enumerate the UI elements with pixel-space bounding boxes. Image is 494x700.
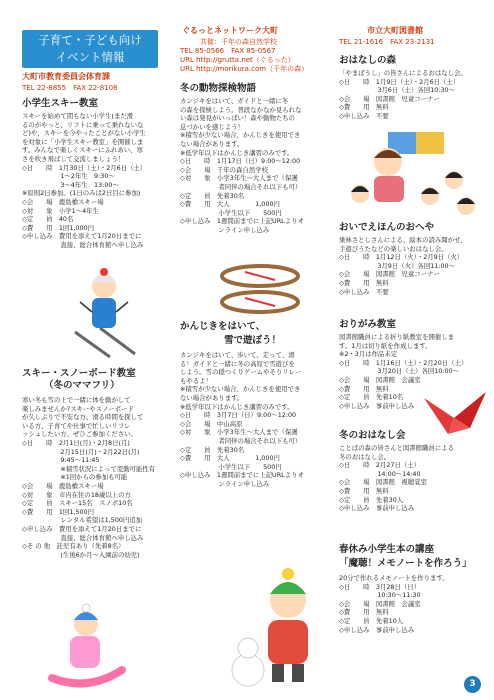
child-snow-illustration [228,560,328,690]
event-title: おいでえほんのおへや [339,222,435,233]
event-body: 「やまばうし」の皆さんによるおはなし会。 ◇日 時 1月9日（土）・2月6日（土） 3月6日（土）各回10:30〜 ◇会 場 図書館 児童コーナー ◇費 用 無料 ◇申し込み 不要 [339,69,467,120]
storytime-illustration [348,124,484,219]
event-title: おりがみ教室 [339,319,397,330]
event-subtitle: （冬のママフリ） [44,380,120,391]
skier-illustration [70,262,140,360]
event-body: 乗林さとしさんによる、絵本の読み聞かせ、 手遊びうたなどの楽しいおはなし会。 ◇日 時 1月12日（火）・2月9日（火） 3月9日（火）各回11:00〜 ◇会 場 図書館 児童コーナー ◇費 用 無料 ◇申し込み 不要 [339,236,467,296]
event-body: カンジキをはいて、ガイドと一緒に冬 の森を探検しよう。普段なかなか見られな い森は発見がいっぱい！森や動物たちの 息づかいを感じよう！ ※積雪が少ない場合、かんじきを使用でき ない場合があります。 ※低学年以下はかんじき講習のみです。 ◇日 時 1月17日（日）9:00〜12:00 ◇会 場 千年の森自然学校 ◇対 象 小学3年生〜大人まで（保護 者同伴の場合それ以下も可） ◇定 員 先着30名 ◇費 用 大人 1,000円 小学生以下 500円 ◇申し込み 1週間前までに上記URLよりオ ンライン申し込み [180,97,304,234]
org-name: ぐるっとネットワーク大町 [182,26,278,35]
origami-crane-illustration [424,388,486,438]
event-body: 図書館職員による折り紙教室を開催しま す。1月は切り紙を作成します。 ※2・3月は作品未定 ◇日 時 1月16日（土）・2月20日（土） 3月20日（土）各回10:00〜 ◇会 場 図書館 会議室 ◇費 用 無料 ◇定 員 先着10名 ◇申し込み 事前申し込み [339,333,468,410]
org-tel: TEL 85-0566 FAX 85-0567 [180,47,276,55]
event-title: 小学生スキー教室 [22,98,99,109]
org-name: 大町市教育委員会体育課 [22,72,110,81]
org-url1[interactable]: URL http://grutta.net（ぐるった） [180,56,295,64]
snowboarder-illustration [48,600,126,690]
event-title: スキー・スノーボード教室 [22,368,136,379]
event-title: 冬の動物探検物語 [180,83,257,94]
org-tel: TEL 21-1616 FAX 23-2131 [339,38,435,46]
org-sub: 共催：千年の森自然学校 [200,38,277,46]
event-subtitle: 雪で遊ぼう！ [224,335,282,346]
page-number: 3 [464,676,481,693]
event-body: 寒い冬も雪の上で一緒に体を動かして 楽しみませんか?スキーやスノーボード が久しぶりで不安な方、滑る時間を探して いる方、子育てや仕事で忙しいリフレ ッシュしたい方、ぜひご参加ください。 ◇日 時 2月1日(月)・2月8日(月) 2月15日(月)・2月22日(月) 9:45〜11:45 ※積雪状況によって変動可能性有 ※1回からの参加も可能 ◇会 場 鹿島槍スキー場 ◇対 象 市内在住の18歳以上の方 ◇定 員 スキー15名 スノボ10名 ◇費 用 1回1,500円 レンタル希望は1,500円追加 ◇申し込み 費用を添えて1月20日までに 直接、総合体育館へ申し込み ◇そ の 他 託児有あり（先着8名） (生後6か月〜入園前の幼児) [22,396,156,559]
event-body: 20分で作れるメモノートを作ります。 ◇日 時 3月28日（日） 10:30〜11:30 ◇会 場 図書館 会議室 ◇費 用 無料 ◇定 員 先着10人 ◇申し込み 事前申し込み [339,574,449,634]
event-title: 冬のおはなし会 [339,430,406,441]
event-body: スキーを始めて間もない小学生(まだ滑 るのがやっと、リフトに乗って乗れないな ど)や、スキーを今やったことがない小学生 を対象に「小学生スキー教室」を開催しま す。みんなで楽しくスキーにふれあい、寒 さを吹き飛ばして交流しましょう！ ◇日 時 1月30日（土）・2月6日（土） 1〜2年生 9:30〜 3〜4年生 13:00〜 ※原則2日参加。(1日のみは2日目に参加) ◇会 場 鹿島槍スキー場 ◇対 象 小学1〜4年生 ◇定 員 40名 ◇費 用 1回1,000円 ◇申し込み 費用を添えて1月20日までに 直接、総合体育館へ申し込み [22,112,147,249]
header-line2: イベント情報 [55,50,125,64]
event-body: ことばの森の皆さんと図書館職員による 冬のおはなし会。 ◇日 時 2月27日（土） 14:00〜14:40 ◇会 場 図書館 視聴覚室 ◇費 用 無料 ◇定 員 先着30人 ◇申し込み 事前申し込み [339,444,455,513]
event-title: 春休み小学生本の講座 [339,544,435,555]
event-subtitle: 「魔聴！メモノートを作ろう」 [339,558,472,569]
event-title: おはなしの森 [339,55,397,66]
org-name: 市立大町図書館 [367,26,423,35]
section-header [22,30,158,68]
header-line1: 子育て・子ども向け [38,33,142,47]
event-title: かんじきをはいて、 [180,321,266,332]
snowshoes-illustration [215,258,305,318]
event-body: カンジキをはいて、歩いて、走って、滑 る！ガイドと一緒に冬の高原で雪遊びを しよう。雪の穏つくりゲームやそりリレー もやるよ！ ※積雪が少ない場合、かんじきを使用でき ない場合があります。 ※低学年以下はかんじき講習のみです。 ◇日 時 3月7日（日）9:00〜12:00 ◇会 場 中山高原 ◇対 象 小学3年生〜大人まで（保護 者同伴の場合それ以下も可） ◇定 員 先着30名 ◇費 用 大人 1,000円 小学生以下 500円 ◇申し込み 1週間前までに上記URLよりオ ンライン申し込み [180,351,304,488]
org-url2[interactable]: URL http://morikura.com（千年の森） [180,65,309,73]
org-tel: TEL 22-8855 FAX 22-8108 [22,84,118,92]
